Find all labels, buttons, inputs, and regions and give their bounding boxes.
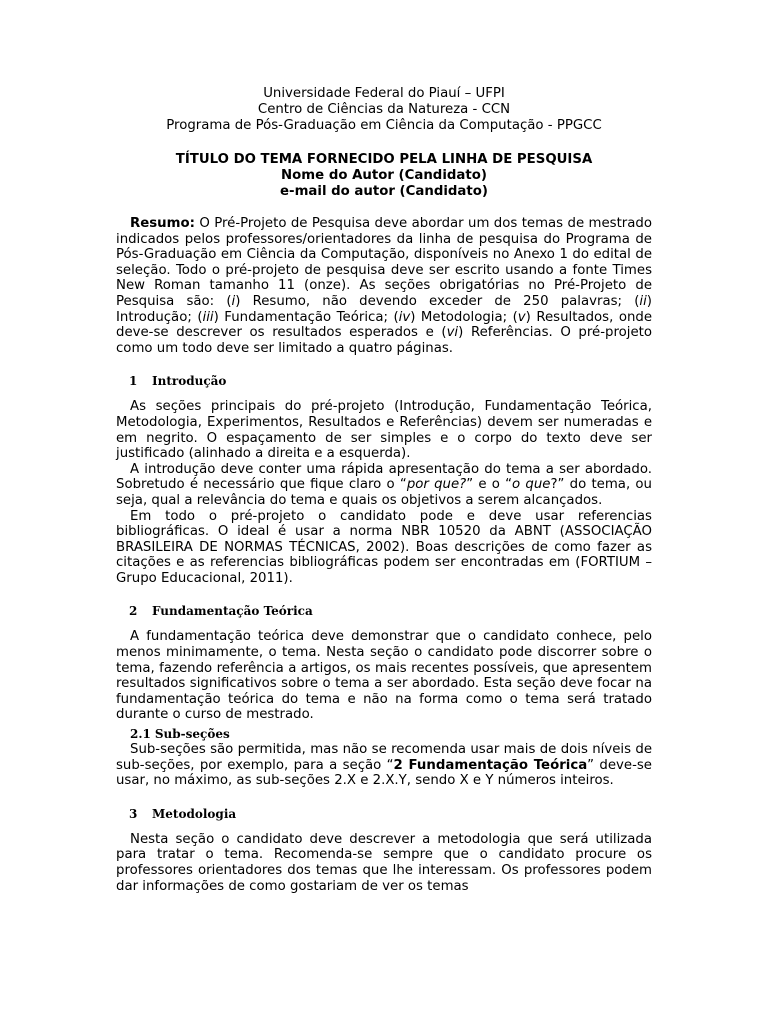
abstract-paragraph: Resumo: O Pré-Projeto de Pesquisa deve abordar um dos temas de mestrado indicados pelos professores/orientadores da linha de pesquisa do Programa de Pós-Graduação em Ciência da Computação, disponíveis no Anexo 1 do edital de seleção. Todo o pré-projeto de pesquisa deve ser escrito usando a fonte Times New Roman tamanho 11 (onze). As seções obrigatórias no Pré-Projeto de Pesquisa são: (i) Resumo, não devendo exceder de 250 palavras; (ii) Introdução; (iii) Fundamentação Teórica; (iv) Metodologia; (v) Resultados, onde deve-se descrever os resultados esperados e (vi) Referências. O pré-projeto como um todo deve ser limitado a quatro páginas. (116, 216, 653, 356)
intro-paragraph-1: As seções principais do pré-projeto (Introdução, Fundamentação Teórica, Metodologia, Experimentos, Resultados e Referências) devem ser numeradas e em negrito. O espaçamento de ser simples e o corpo do texto deve ser justificado (alinhado a direita e a esquerda). (116, 399, 652, 462)
fundamentacao-paragraph: A fundamentação teórica deve demonstrar que o candidato conhece, pelo menos minimamente, o tema. Nesta seção o candidato pode discorrer sobre o tema, fazendo referência a artigos, os mais recentes possíveis, que apresentem resultados significativos sobre o tema a ser abordado. Esta seção deve focar na fundamentação teórica do tema e não na forma como o tema será tratado durante o curso de mestrado. (116, 629, 652, 723)
institution-header (116, 86, 652, 134)
program-name: Programa de Pós-Graduação em Ciência da Computação - PPGCC (166, 118, 602, 133)
subsecoes-paragraph: Sub-seções são permitida, mas não se recomenda usar mais de dois níveis de sub-seções, por exemplo, para a seção “2 Fundamentação Teórica” deve-se usar, no máximo, as sub-seções 2.X e 2.X.Y, sendo X e Y números inteiros. (116, 742, 652, 789)
metodologia-paragraph: Nesta seção o candidato deve descrever a metodologia que será utilizada para tratar o tema. Recomenda-se sempre que o candidato procure os professores orientadores dos temas que lhe interessam. Os professores podem dar informações de como gostariam de ver os temas (116, 831, 652, 894)
university-name: Universidade Federal do Piauí – UFPI (263, 86, 505, 101)
center-name: Centro de Ciências da Natureza - CCN (257, 102, 511, 117)
document-body (116, 86, 652, 894)
intro-paragraph-3: Em todo o pré-projeto o candidato pode e deve usar referencias bibliográficas. O ideal é usar a norma NBR 10520 da ABNT (ASSOCIAÇÃO BRASILEIRA DE NORMAS TÉCNICAS, 2002). Boas descrições de como fazer as citações e as referencias bibliográficas podem ser encontradas em (FORTIUM – Grupo Educacional, 2011). (116, 508, 652, 586)
document-title: TÍTULO DO TEMA FORNECIDO PELA LINHA DE PESQUISA (175, 152, 593, 167)
abstract-label: Resumo: (130, 216, 195, 231)
section-heading-metodologia: 3 Metodologia (129, 806, 237, 821)
author-email: e-mail do autor (Candidato) (280, 184, 488, 199)
title-block (116, 152, 652, 200)
intro-paragraph-2: A introdução deve conter uma rápida apresentação do tema a ser abordado. Sobretudo é necessário que fique claro o “por que?” e o “o que?” do tema, ou seja, qual a relevância do tema e quais os objetivos a serem alcançados. (116, 461, 652, 508)
subsection-heading-subsecoes: 2.1 Sub-seções (130, 727, 230, 742)
author-name: Nome do Autor (Candidato) (281, 168, 487, 183)
section-heading-introducao: 1 Introdução (129, 374, 227, 389)
section-heading-fundamentacao: 2 Fundamentação Teórica (129, 604, 313, 619)
